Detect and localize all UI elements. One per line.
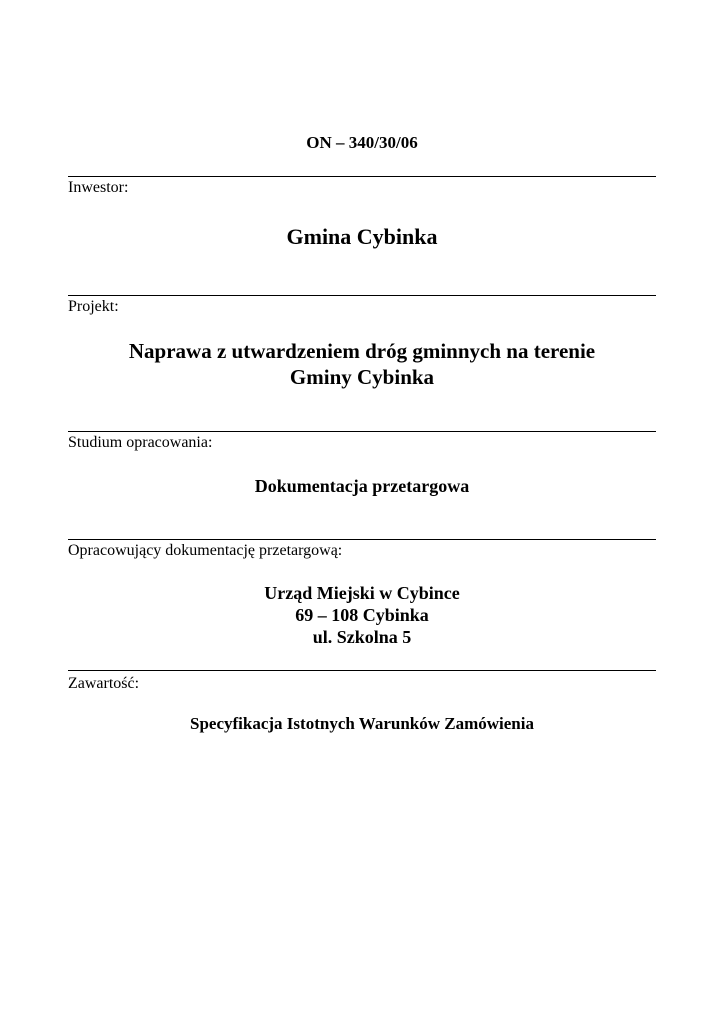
divider-investor xyxy=(68,176,656,177)
divider-contents xyxy=(68,670,656,671)
divider-author xyxy=(68,539,656,540)
project-title xyxy=(0,338,724,390)
divider-project xyxy=(68,295,656,296)
project-label: Projekt: xyxy=(68,298,119,315)
project-title-line: Gminy Cybinka xyxy=(289,365,435,389)
investor-label: Inwestor: xyxy=(68,179,129,196)
divider-stage xyxy=(68,431,656,432)
author-address xyxy=(0,582,724,648)
author-name: Urząd Miejski w Cybince xyxy=(264,583,460,603)
project-title-line: Naprawa z utwardzeniem dróg gminnych na terenie xyxy=(128,339,596,363)
document-number: ON – 340/30/06 xyxy=(306,133,418,152)
author-street: ul. Szkolna 5 xyxy=(312,627,412,647)
contents-name: Specyfikacja Istotnych Warunków Zamówienia xyxy=(190,714,534,733)
author-label: Opracowujący dokumentację przetargową: xyxy=(68,542,343,559)
author-postal-code: 69 – 108 Cybinka xyxy=(295,605,429,625)
stage-name: Dokumentacja przetargowa xyxy=(254,476,470,496)
investor-name: Gmina Cybinka xyxy=(286,224,438,249)
stage-label: Studium opracowania: xyxy=(68,434,213,451)
contents-label: Zawartość: xyxy=(68,675,140,692)
